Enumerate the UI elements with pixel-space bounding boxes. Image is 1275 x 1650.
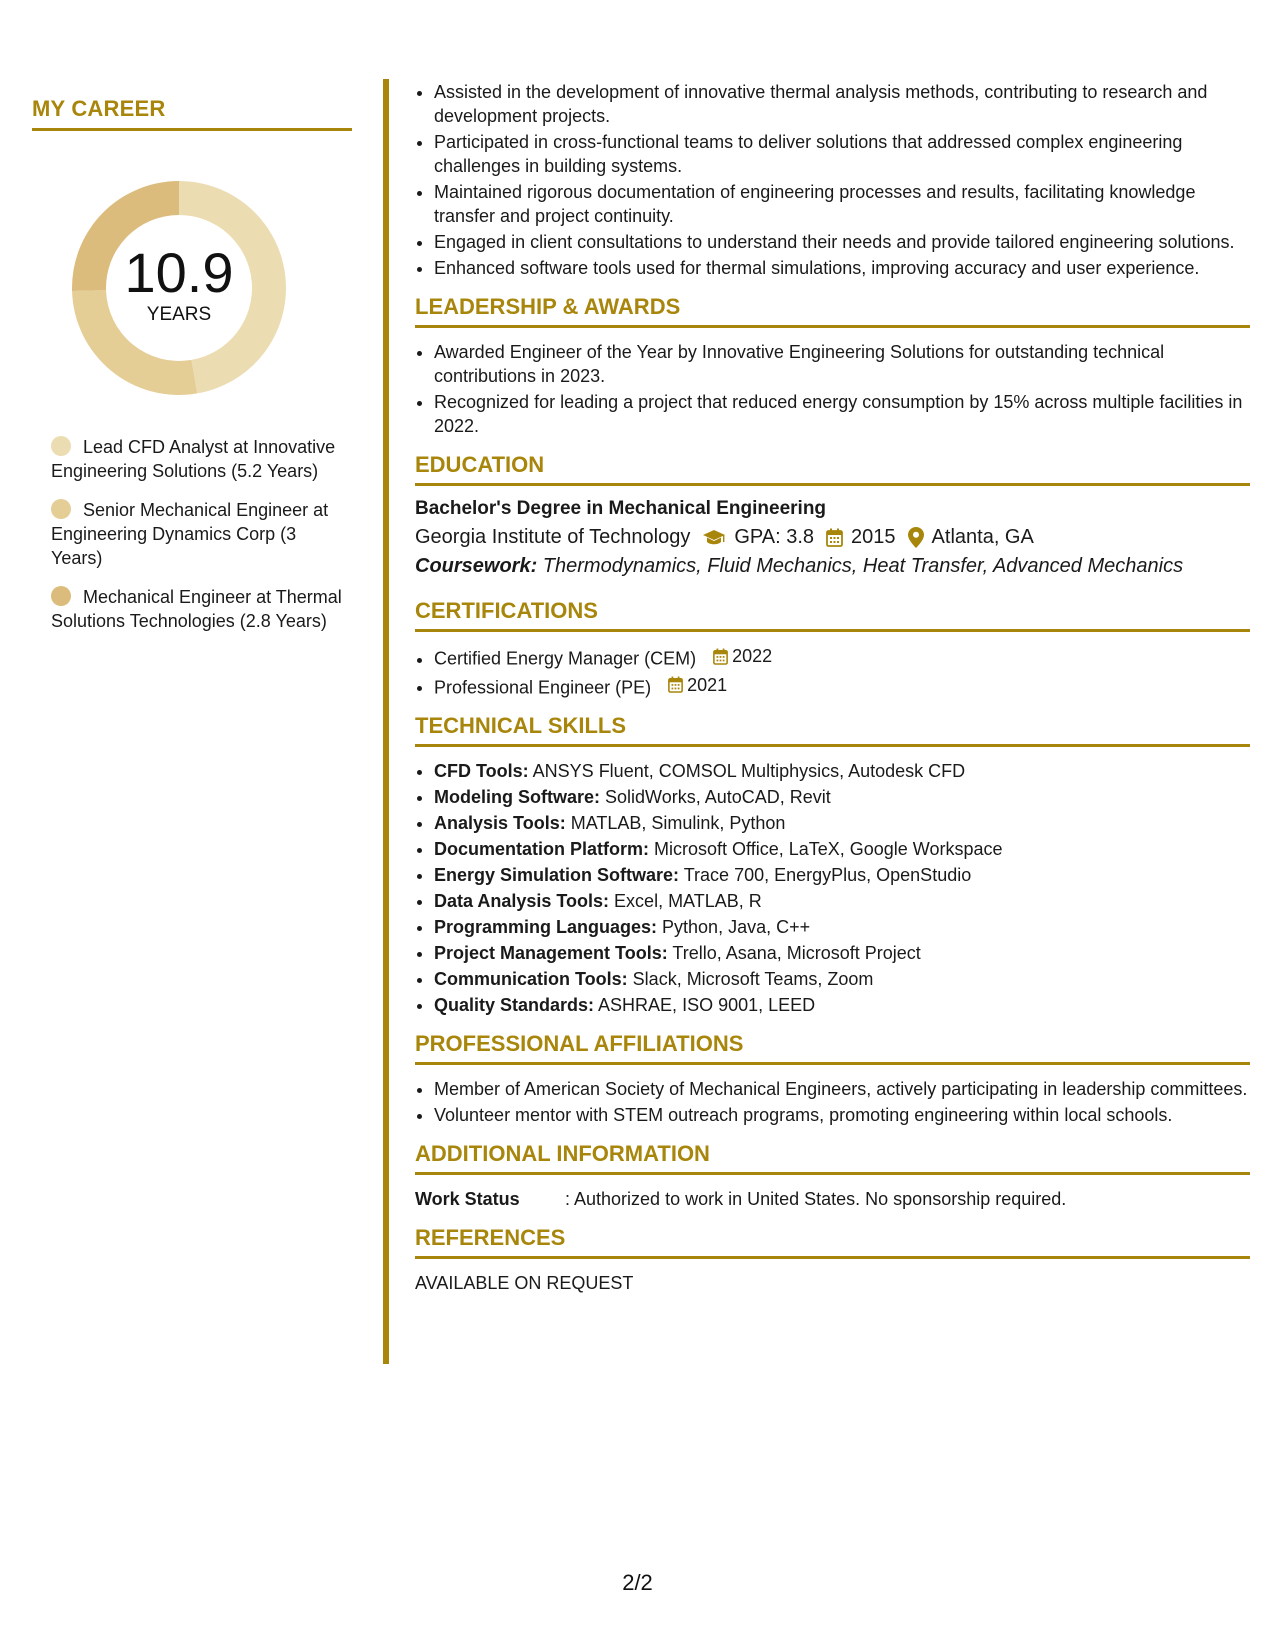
legend-label: Mechanical Engineer at Thermal Solutions Technologies (2.8 Years): [51, 587, 342, 631]
coursework-value: Thermodynamics, Fluid Mechanics, Heat Transfer, Advanced Mechanics: [537, 555, 1184, 577]
skill-label: Programming Languages:: [434, 917, 658, 937]
skill-value: Excel, MATLAB, R: [609, 891, 762, 911]
skill-value: ASHRAE, ISO 9001, LEED: [594, 995, 816, 1015]
certification-date: [713, 644, 772, 668]
skill-item: [434, 889, 1250, 913]
skill-value: Slack, Microsoft Teams, Zoom: [627, 969, 874, 989]
work-status-row: [415, 1187, 1250, 1211]
career-sidebar: [32, 96, 352, 648]
career-legend: [32, 435, 352, 633]
location-pin-icon: [908, 527, 924, 548]
graduation-cap-icon: [702, 529, 726, 547]
certifications-heading: CERTIFICATIONS: [415, 598, 1250, 632]
skill-item: [434, 967, 1250, 991]
skills-list: [415, 759, 1250, 1017]
affiliations-list: [415, 1077, 1250, 1127]
affiliation-item: • Volunteer mentor with STEM outreach programs, promoting engineering within local schools.: [434, 1103, 1250, 1127]
experience-bullets: [415, 80, 1250, 280]
skill-item: [434, 993, 1250, 1017]
experience-bullet: • Maintained rigorous documentation of engineering processes and results, facilitating knowledge transfer and project continuity.: [434, 180, 1250, 228]
experience-bullet: • Enhanced software tools used for thermal simulations, improving accuracy and user experience.: [434, 256, 1250, 280]
skill-item: [434, 811, 1250, 835]
skill-label: Energy Simulation Software:: [434, 865, 680, 885]
legend-dot-icon: [51, 499, 71, 519]
skill-label: CFD Tools:: [434, 761, 529, 781]
certification-name: Professional Engineer (PE): [434, 677, 652, 697]
experience-bullet: • Engaged in client consultations to understand their needs and provide tailored engineering solutions.: [434, 230, 1250, 254]
legend-item: [51, 498, 352, 570]
certification-date: [668, 673, 727, 697]
skill-value: Python, Java, C++: [657, 917, 811, 937]
certification-name: Certified Energy Manager (CEM): [434, 648, 697, 669]
skill-item: [434, 785, 1250, 809]
skill-label: Project Management Tools:: [434, 943, 668, 963]
school-name: Georgia Institute of Technology: [415, 526, 691, 548]
degree-title: Bachelor's Degree in Mechanical Engineering: [415, 498, 827, 519]
certification-item: [434, 673, 1250, 700]
skill-item: [434, 915, 1250, 939]
affiliations-heading: PROFESSIONAL AFFILIATIONS: [415, 1031, 1250, 1065]
skill-value: ANSYS Fluent, COMSOL Multiphysics, Autodesk CFD: [528, 761, 966, 781]
certification-year: 2021: [687, 674, 728, 695]
certification-year: 2022: [732, 646, 773, 666]
main-content: [415, 80, 1250, 1295]
skill-value: Trello, Asana, Microsoft Project: [667, 943, 921, 963]
career-title: MY CAREER: [32, 96, 352, 131]
calendar-icon: [668, 676, 683, 693]
certification-item: [434, 644, 1250, 671]
work-status-value: : Authorized to work in United States. No sponsorship required.: [565, 1189, 1067, 1209]
calendar-icon: [826, 528, 843, 547]
column-divider: [383, 79, 389, 1364]
education-details: [415, 526, 1250, 549]
skill-value: Microsoft Office, LaTeX, Google Workspace: [649, 839, 1003, 859]
skill-label: Analysis Tools:: [434, 813, 566, 833]
gpa-value: GPA: 3.8: [734, 526, 815, 548]
coursework-label: Coursework:: [415, 555, 538, 577]
award-item: • Awarded Engineer of the Year by Innovative Engineering Solutions for outstanding technical contributions in 2023.: [434, 340, 1250, 388]
total-years-value: 10.9: [124, 241, 234, 304]
skill-item: [434, 837, 1250, 861]
skill-label: Quality Standards:: [434, 995, 595, 1015]
skill-value: Trace 700, EnergyPlus, OpenStudio: [679, 865, 972, 885]
school-location: Atlanta, GA: [931, 526, 1034, 548]
page-number: 2/2: [622, 1570, 653, 1595]
calendar-icon: [713, 648, 728, 665]
award-item: • Recognized for leading a project that reduced energy consumption by 15% across multiple facilities in 2022.: [434, 390, 1250, 438]
leadership-list: [415, 340, 1250, 438]
skill-item: [434, 759, 1250, 783]
skill-label: Communication Tools:: [434, 969, 628, 989]
legend-label: Lead CFD Analyst at Innovative Engineering Solutions (5.2 Years): [51, 437, 336, 481]
legend-dot-icon: [51, 436, 71, 456]
skill-item: [434, 941, 1250, 965]
affiliation-item: • Member of American Society of Mechanical Engineers, actively participating in leadership committees.: [434, 1077, 1250, 1101]
additional-info-heading: ADDITIONAL INFORMATION: [415, 1141, 1250, 1175]
legend-item: [51, 585, 352, 633]
references-heading: REFERENCES: [415, 1225, 1250, 1259]
skills-heading: TECHNICAL SKILLS: [415, 713, 1250, 747]
experience-bullet: • Assisted in the development of innovative thermal analysis methods, contributing to research and development projects.: [434, 80, 1250, 128]
skill-label: Documentation Platform:: [434, 839, 650, 859]
leadership-heading: LEADERSHIP & AWARDS: [415, 294, 1250, 328]
years-label: YEARS: [146, 304, 212, 325]
legend-item: [51, 435, 352, 483]
skill-value: MATLAB, Simulink, Python: [565, 813, 786, 833]
graduation-year: 2015: [851, 526, 896, 548]
experience-bullet: • Participated in cross-functional teams to deliver solutions that addressed complex engineering challenges in building systems.: [434, 130, 1250, 178]
skill-item: [434, 863, 1250, 887]
coursework: [415, 555, 1250, 578]
references-text: AVAILABLE ON REQUEST: [415, 1273, 634, 1293]
legend-dot-icon: [51, 586, 71, 606]
work-status-label: Work Status: [415, 1189, 520, 1209]
skill-label: Modeling Software:: [434, 787, 600, 807]
legend-label: Senior Mechanical Engineer at Engineering Dynamics Corp (3 Years): [51, 500, 329, 568]
skill-label: Data Analysis Tools:: [434, 891, 610, 911]
education-heading: EDUCATION: [415, 452, 1250, 486]
skill-value: SolidWorks, AutoCAD, Revit: [600, 787, 831, 807]
career-donut-chart: [66, 175, 292, 401]
certifications-list: [415, 644, 1250, 699]
donut-center: [66, 175, 292, 401]
